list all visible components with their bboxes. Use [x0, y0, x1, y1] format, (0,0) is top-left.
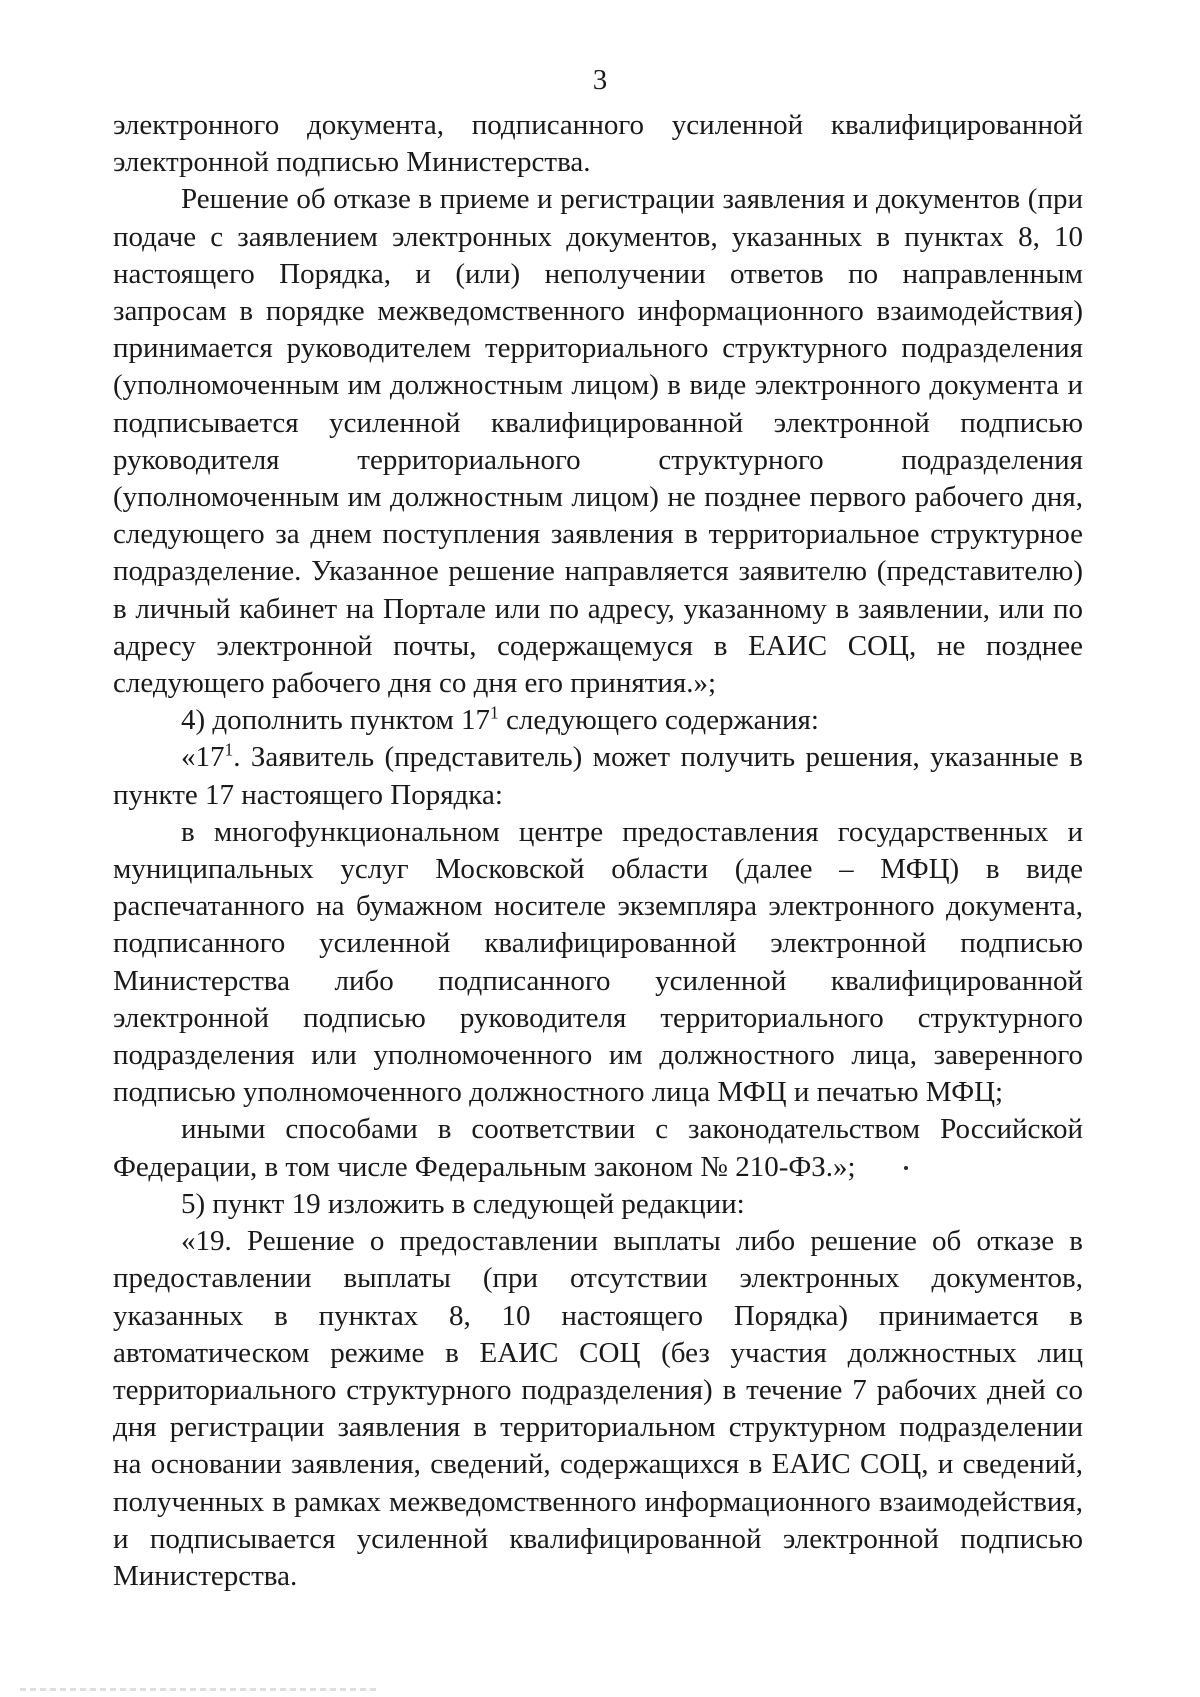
- page-number: 3: [592, 64, 608, 96]
- paragraph-clause-17-1: [113, 739, 1083, 813]
- paragraph-clause-19: «19. Решение о предоставлении выплаты либо решение об отказе в предоставлении выплаты (при отсутствии электронных документов, указанных в пунктах 8, 10 настоящего Порядка) принимается в автоматическом режиме в ЕАИС СОЦ (без участия должностных лиц территориального структурного подразделения) в течение 7 рабочих дней со дня регистрации заявления в территориальном структурном подразделении на основании заявления, сведений, содержащихся в ЕАИС СОЦ, и сведений, полученных в рамках межведомственного информационного взаимодействия, и подписывается усиленной квалифицированной электронной подписью Министерства.: [113, 1225, 1083, 1592]
- paragraph-item-5: 5) пункт 19 изложить в следующей редакции:: [181, 1187, 745, 1220]
- paragraph-clause-17-1-start: «17: [181, 741, 225, 774]
- document-body: [113, 107, 1083, 1595]
- scan-speck: [904, 1166, 908, 1170]
- superscript-1: 1: [490, 702, 499, 723]
- paragraph-continuation: электронного документа, подписанного усиленной квалифицированной электронной подписью Министерства.: [113, 109, 1083, 179]
- paragraph-item-4: [113, 702, 1083, 739]
- paragraph-mfc: в многофункциональном центре предоставления государственных и муниципальных услуг Московской области (далее – МФЦ) в виде распечатанного на бумажном носителе экземпляра электронного документа, подписанного усиленной квалифицированной электронной подписью Министерства либо подписанного усиленной квалифицированной электронной подписью руководителя территориального структурного подразделения или уполномоченного им должностного лица, заверенного подписью уполномоченного должностного лица МФЦ и печатью МФЦ;: [113, 815, 1083, 1109]
- paragraph-item-4-text: 4) дополнить пунктом 17: [181, 704, 491, 737]
- paragraph-other-methods: иными способами в соответствии с законодательством Российской Федерации, в том числе Федеральным законом № 210-ФЗ.»;: [113, 1113, 1083, 1183]
- paragraph-item-4-text-end: следующего содержания:: [498, 704, 819, 737]
- paragraph-refusal-decision: Решение об отказе в приеме и регистрации заявления и документов (при подаче с заявлением электронных документов, указанных в пунктах 8, 10 настоящего Порядка, и (или) неполучении ответов по направленным запросам в порядке межведомственного информационного взаимодействия) принимается руководителем территориального структурного подразделения (уполномоченным им должностным лицом) в виде электронного документа и подписывается усиленной квалифицированной электронной подписью руководителя территориального структурного подразделения (уполномоченным им должностным лицом) не позднее первого рабочего дня, следующего за днем поступления заявления в территориальное структурное подразделение. Указанное решение направляется заявителю (представителю) в личный кабинет на Портале или по адресу, указанному в заявлении, или по адресу электронной почты, содержащемуся в ЕАИС СОЦ, не позднее следующего рабочего дня со дня его принятия.»;: [113, 183, 1083, 700]
- scan-edge-artifact: [20, 1688, 380, 1691]
- superscript-1: 1: [224, 739, 234, 760]
- paragraph-clause-17-1-text: . Заявитель (представитель) может получить решения, указанные в пункте 17 настоящего Порядка:: [113, 741, 1083, 811]
